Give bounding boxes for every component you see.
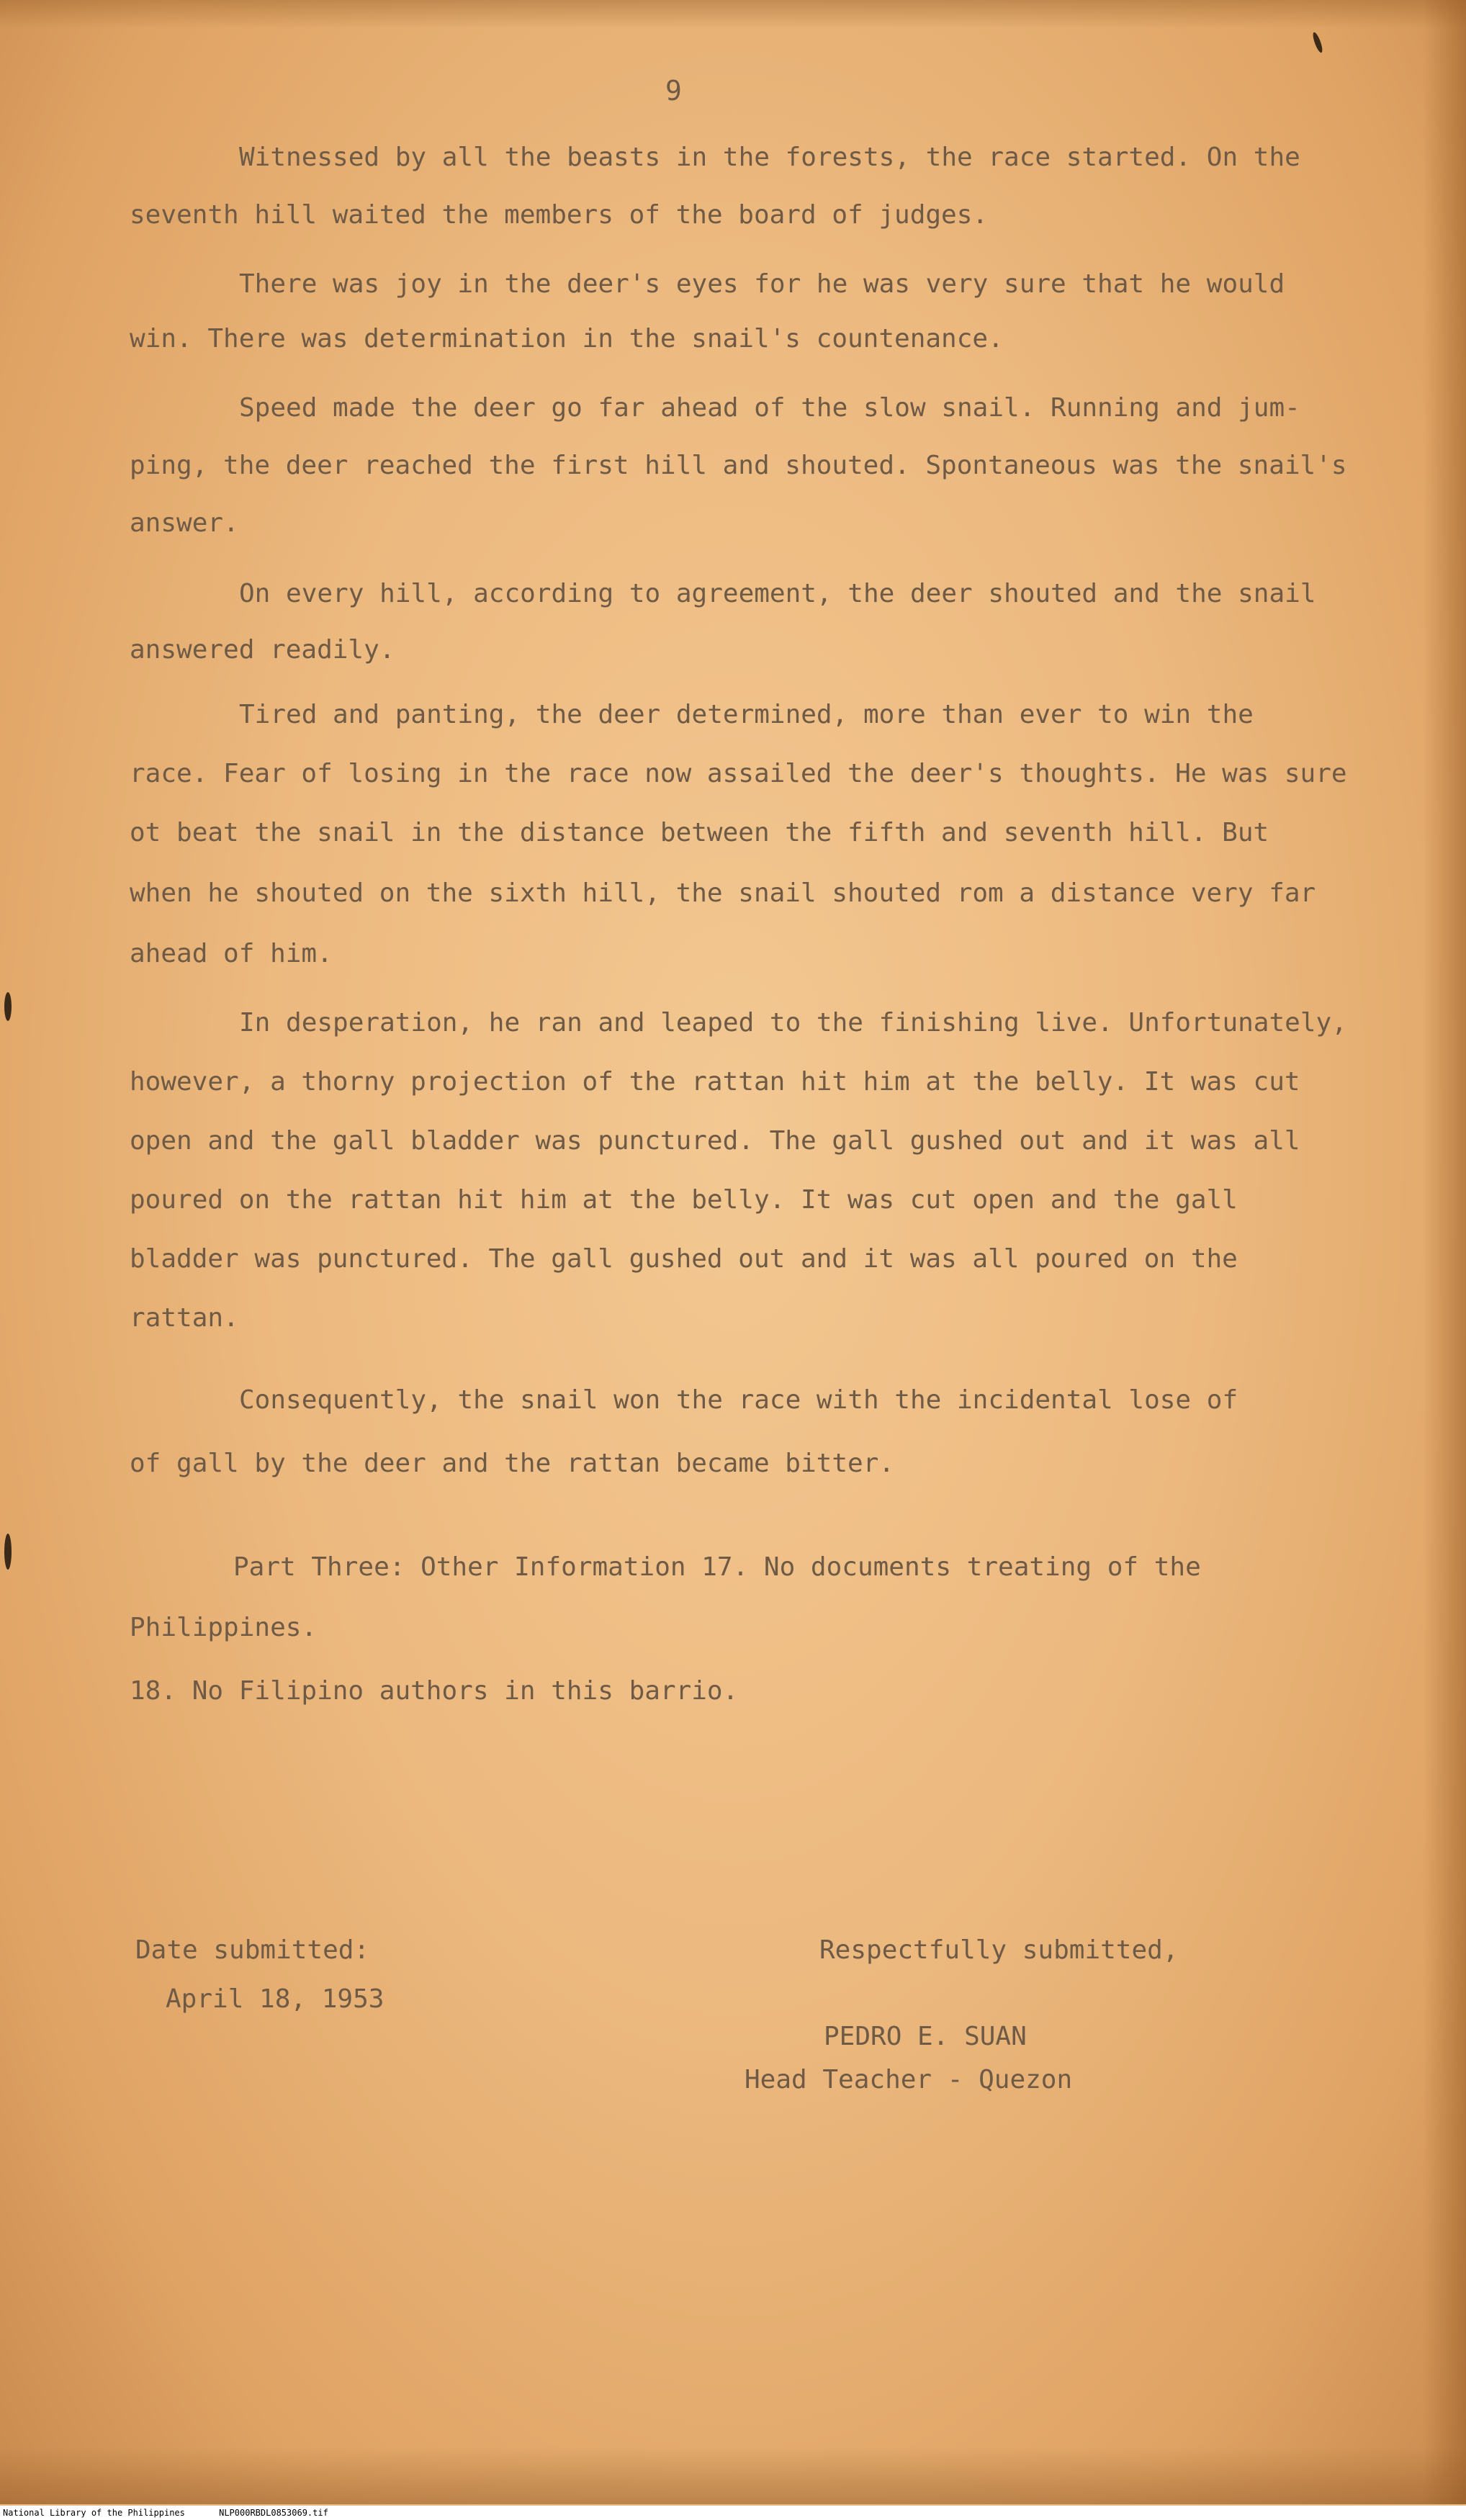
footer-library: National Library of the Philippines <box>3 2508 185 2518</box>
ink-speck <box>4 992 12 1021</box>
page-shadow-bottom <box>0 2447 1466 2504</box>
text-line: answer. <box>130 508 239 538</box>
text-line: bladder was punctured. The gall gushed out and it was all poured on the <box>130 1244 1238 1274</box>
scan-footer <box>0 2506 1466 2520</box>
closing-text: Respectfully submitted, <box>819 1935 1179 1965</box>
ink-speck <box>1311 32 1324 54</box>
text-line: Tired and panting, the deer determined, more than ever to win the <box>239 700 1254 729</box>
page-shadow-top <box>0 0 1466 29</box>
text-line: when he shouted on the sixth hill, the snail shouted rom a distance very far <box>130 878 1316 908</box>
date-label: Date submitted: <box>135 1935 370 1965</box>
text-line: ping, the deer reached the first hill and shouted. Spontaneous was the snail's <box>130 451 1347 480</box>
text-line: win. There was determination in the snail's countenance. <box>130 324 1004 354</box>
page-shadow-right <box>1423 0 1466 2504</box>
text-line: rattan. <box>130 1303 239 1333</box>
text-line: open and the gall bladder was punctured. The gall gushed out and it was all <box>130 1126 1300 1156</box>
text-line: Philippines. <box>130 1613 318 1642</box>
text-line: Consequently, the snail won the race with the incidental lose of <box>239 1385 1238 1415</box>
page-number: 9 <box>665 75 682 107</box>
date-value: April 18, 1953 <box>166 1984 385 2014</box>
text-line: Speed made the deer go far ahead of the slow snail. Running and jum- <box>239 393 1300 423</box>
text-line: poured on the rattan hit him at the belly. It was cut open and the gall <box>130 1185 1238 1215</box>
text-line: Part Three: Other Information 17. No documents treating of the <box>233 1552 1201 1582</box>
text-line: ot beat the snail in the distance between the fifth and seventh hill. But <box>130 818 1269 847</box>
text-line: There was joy in the deer's eyes for he was very sure that he would <box>239 269 1285 299</box>
text-line: ahead of him. <box>130 939 333 968</box>
text-line: Witnessed by all the beasts in the forests, the race started. On the <box>239 143 1300 172</box>
footer-file: NLP000RBDL0853069.tif <box>219 2508 328 2518</box>
text-line: answered readily. <box>130 635 395 665</box>
text-line: In desperation, he ran and leaped to the finishing live. Unfortunately, <box>239 1008 1347 1038</box>
text-line: seventh hill waited the members of the board of judges. <box>130 200 989 230</box>
text-line: On every hill, according to agreement, the deer shouted and the snail <box>239 579 1316 608</box>
text-line: 18. No Filipino authors in this barrio. <box>130 1676 739 1706</box>
ink-speck <box>4 1534 12 1570</box>
text-line: race. Fear of losing in the race now assailed the deer's thoughts. He was sure <box>130 759 1347 788</box>
signer-name: PEDRO E. SUAN <box>824 2022 1027 2051</box>
text-line: however, a thorny projection of the rattan hit him at the belly. It was cut <box>130 1067 1300 1097</box>
signer-title: Head Teacher - Quezon <box>745 2065 1073 2094</box>
text-line: of gall by the deer and the rattan became bitter. <box>130 1449 895 1478</box>
